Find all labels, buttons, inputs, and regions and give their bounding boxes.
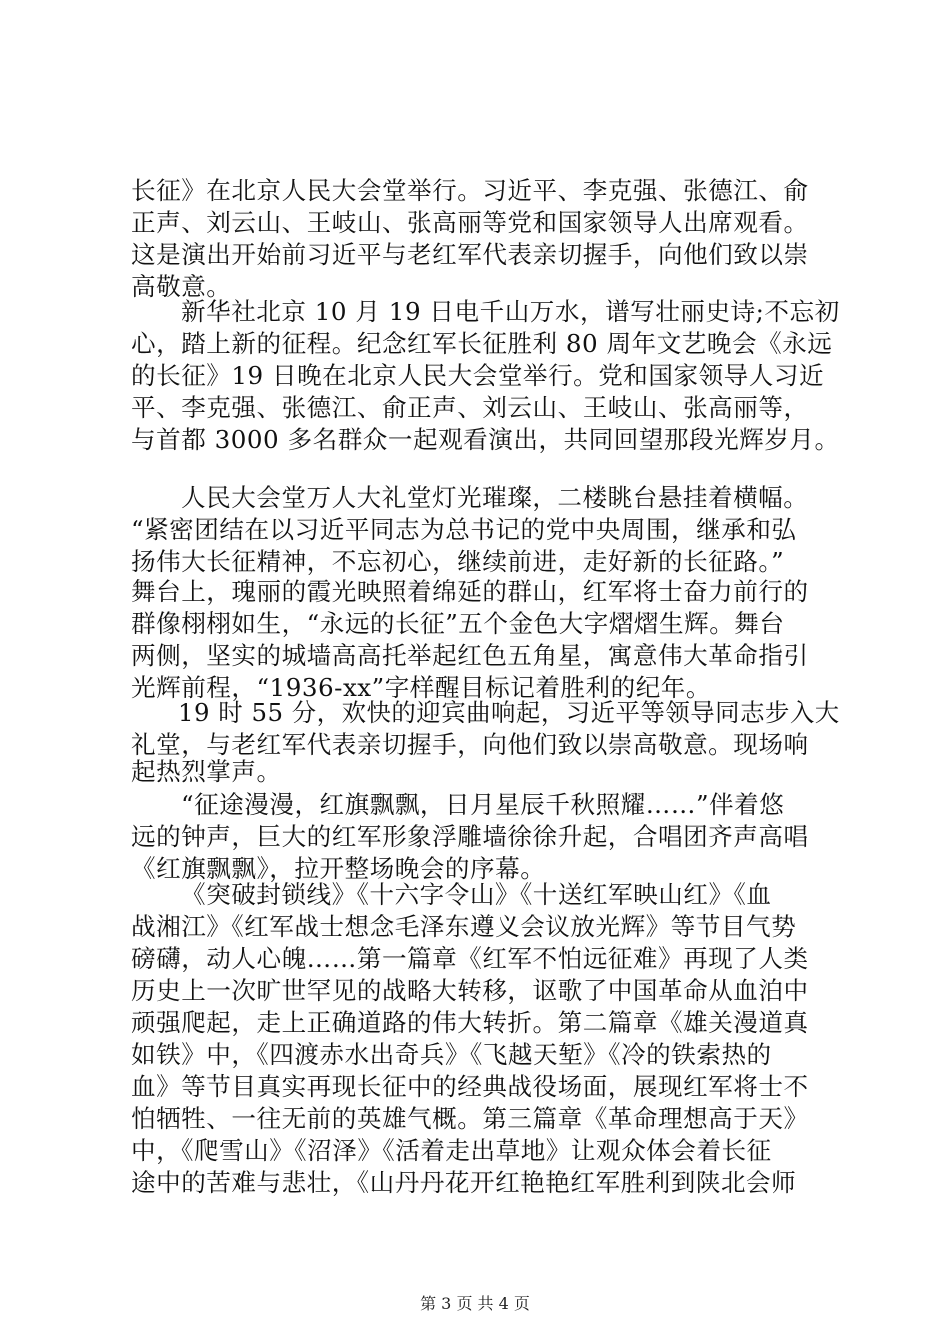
text-line: 与首都 3000 多名群众一起观看演出，共同回望那段光辉岁月。 bbox=[131, 425, 840, 454]
text-line: 《突破封锁线》《十六字令山》《十送红军映山红》《血 bbox=[181, 880, 772, 909]
text-line: 19 时 55 分，欢快的迎宾曲响起，习近平等领导同志步入大 bbox=[178, 698, 840, 727]
text-line: 礼堂，与老红军代表亲切握手，向他们致以崇高敬意。现场响 bbox=[131, 730, 809, 759]
text-line: 心，踏上新的征程。纪念红军长征胜利 80 周年文艺晚会《永远 bbox=[131, 329, 833, 358]
text-line: 《红旗飘飘》，拉开整场晚会的序幕。 bbox=[131, 854, 546, 883]
text-line: 历史上一次旷世罕见的战略大转移，讴歌了中国革命从血泊中 bbox=[131, 976, 809, 1005]
text-line: 远的钟声，巨大的红军形象浮雕墙徐徐升起，合唱团齐声高唱 bbox=[131, 822, 809, 851]
text-line: 新华社北京 10 月 19 日电千山万水，谱写壮丽史诗;不忘初 bbox=[181, 297, 840, 326]
text-line: “紧密团结在以习近平同志为总书记的党中央周围，继承和弘 bbox=[131, 515, 797, 544]
text-line: 途中的苦难与悲壮，《山丹丹花开红艳艳红军胜利到陕北会师 bbox=[131, 1168, 797, 1197]
text-line: 中，《爬雪山》《沼泽》《活着走出草地》让观众体会着长征 bbox=[131, 1136, 772, 1165]
text-line: 扬伟大长征精神，不忘初心，继续前进，走好新的长征路。” bbox=[131, 547, 785, 576]
text-line: 磅礴，动人心魄……第一篇章《红军不怕远征难》再现了人类 bbox=[131, 944, 809, 973]
text-line: 起热烈掌声。 bbox=[131, 757, 282, 786]
text-line: “征途漫漫，红旗飘飘，日月星辰千秋照耀……”伴着悠 bbox=[181, 790, 785, 819]
text-line: 两侧，坚实的城墙高高托举起红色五角星，寓意伟大革命指引 bbox=[131, 641, 809, 670]
text-line: 战湘江》《红军战士想念毛泽东遵义会议放光辉》等节目气势 bbox=[131, 912, 797, 941]
text-line: 长征》在北京人民大会堂举行。习近平、李克强、张德江、俞 bbox=[131, 176, 809, 205]
text-line: 顽强爬起，走上正确道路的伟大转折。第二篇章《雄关漫道真 bbox=[131, 1008, 809, 1037]
text-line: 舞台上，瑰丽的霞光映照着绵延的群山，红军将士奋力前行的 bbox=[131, 577, 809, 606]
text-line: 怕牺牲、一往无前的英雄气概。第三篇章《革命理想高于天》 bbox=[131, 1104, 809, 1133]
text-line: 群像栩栩如生，“永远的长征”五个金色大字熠熠生辉。舞台 bbox=[131, 609, 785, 638]
text-line: 的长征》19 日晚在北京人民大会堂举行。党和国家领导人习近 bbox=[131, 361, 825, 390]
text-line: 血》等节目真实再现长征中的经典战役场面，展现红军将士不 bbox=[131, 1072, 809, 1101]
text-line: 平、李克强、张德江、俞正声、刘云山、王岐山、张高丽等， bbox=[131, 393, 809, 422]
text-line: 人民大会堂万人大礼堂灯光璀璨，二楼眺台悬挂着横幅。 bbox=[181, 483, 809, 512]
page-number-footer: 第 3 页 共 4 页 bbox=[420, 1294, 530, 1313]
text-line: 正声、刘云山、王岐山、张高丽等党和国家领导人出席观看。 bbox=[131, 208, 809, 237]
text-line: 这是演出开始前习近平与老红军代表亲切握手，向他们致以崇 bbox=[131, 240, 809, 269]
text-line: 如铁》中，《四渡赤水出奇兵》《飞越天堑》《冷的铁索热的 bbox=[131, 1040, 772, 1069]
text-line: 高敬意。 bbox=[131, 272, 232, 301]
text-line: 光辉前程，“1936-xx”字样醒目标记着胜利的纪年。 bbox=[131, 673, 711, 702]
